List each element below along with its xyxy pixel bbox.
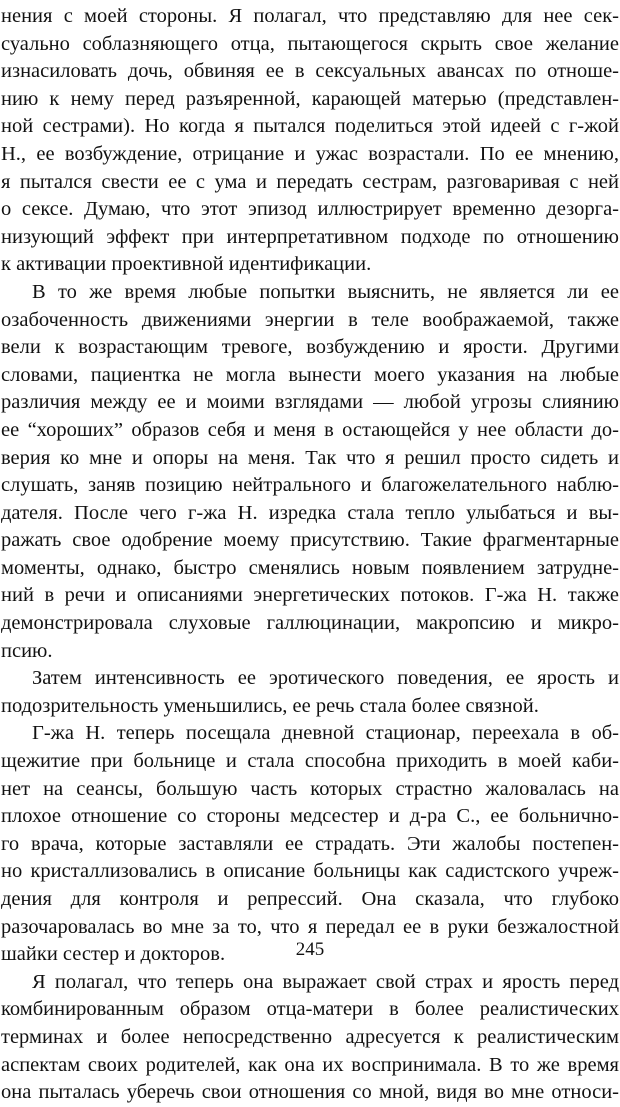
- text-line: но кристаллизовались в описание больницы как садистского учреж-: [1, 860, 619, 883]
- text-line: шайки сестер и докторов.: [1, 943, 226, 966]
- text-line: она пыталась уберечь свои отношения со мной, видя во мне относи-: [1, 1081, 619, 1104]
- text-line: разочаровалась во мне за то, что я передал ее в руки безжалостной: [1, 915, 619, 938]
- text-line: суально соблазняющего отца, пытающегося скрыть свое желание: [1, 32, 619, 55]
- text-line: моменты, однако, быстро сменялись новым появлением затрудне-: [1, 556, 619, 579]
- page-number: 245: [295, 939, 325, 960]
- text-line: го врача, которые заставляли ее страдать. Эти жалобы постепен-: [1, 832, 619, 855]
- text-line: верия ко мне и опоры на меня. Так что я решил просто сидеть и: [1, 446, 619, 469]
- text-line: я пытался свести ее с ума и передать сестрам, разговаривая с ней: [1, 170, 619, 193]
- text-line: Н., ее возбуждение, отрицание и ужас возрастали. По ее мнению,: [1, 142, 619, 165]
- text-line: ной сестрами). Но когда я пытался поделиться этой идеей с г-жой: [1, 115, 619, 138]
- text-line: Г-жа Н. теперь посещала дневной стационар, переехала в об-: [32, 722, 619, 745]
- text-line: нения с моей стороны. Я полагал, что представляю для нее сек-: [1, 5, 619, 27]
- text-line: нет на сеансы, большую часть которых страстно жаловалась на: [1, 777, 619, 800]
- text-line: вели к возрастающим тревоге, возбуждению и ярости. Другими: [1, 336, 619, 359]
- text-line: В то же время любые попытки выяснить, не является ли ее: [32, 280, 619, 303]
- text-line: псию.: [1, 639, 53, 662]
- text-line: словами, пациентка не могла вынести моего указания на любые: [1, 363, 619, 386]
- text-line: ний в речи и описаниями энергетических потоков. Г-жа Н. также: [1, 584, 619, 607]
- text-line: к активации проективной идентификации.: [1, 253, 372, 276]
- text-line: о сексе. Думаю, что этот эпизод иллюстрирует временно дезорга-: [1, 198, 619, 221]
- text-line: терминах и более непосредственно адресуется к реалистическим: [1, 1025, 619, 1048]
- text-line: слушать, заняв позицию нейтрального и благожелательного наблю-: [1, 474, 619, 497]
- text-line: нию к нему перед разъяренной, карающей матерью (представлен-: [1, 87, 619, 110]
- text-line: ее “хороших” образов себя и меня в остающейся у нее области до-: [1, 418, 619, 441]
- text-line: демонстрировала слуховые галлюцинации, макропсию и микро-: [1, 612, 619, 635]
- text-line: различия между ее и моими взглядами — любой угрозы слиянию: [1, 391, 619, 414]
- text-line: подозрительность уменьшились, ее речь стала более связной.: [1, 694, 539, 717]
- text-line: дения для контроля и репрессий. Она сказала, что глубоко: [1, 888, 619, 910]
- text-line: щежитие при больнице и стала способна приходить в моей каби-: [1, 750, 619, 773]
- text-line: изнасиловать дочь, обвиняя ее в сексуальных авансах по отноше-: [1, 60, 619, 83]
- text-line: ражать свое одобрение моему присутствию. Такие фрагментарные: [1, 529, 619, 552]
- text-line: Затем интенсивность ее эротического поведения, ее ярость и: [32, 667, 619, 690]
- text-line: комбинированным образом отца-матери в более реалистических: [1, 998, 619, 1021]
- text-line: озабоченность движениями энергии в теле воображаемой, также: [1, 308, 619, 331]
- text-line: плохое отношение со стороны медсестер и д-ра С., ее больнично-: [1, 805, 619, 828]
- text-line: низующий эффект при интерпретативном подходе по отношению: [1, 225, 619, 248]
- text-line: аспектам своих родителей, как она их воспринимала. В то же время: [1, 1053, 619, 1076]
- text-line: дателя. После чего г-жа Н. изредка стала тепло улыбаться и вы-: [1, 501, 619, 524]
- text-line: Я полагал, что теперь она выражает свой страх и ярость перед: [32, 970, 619, 993]
